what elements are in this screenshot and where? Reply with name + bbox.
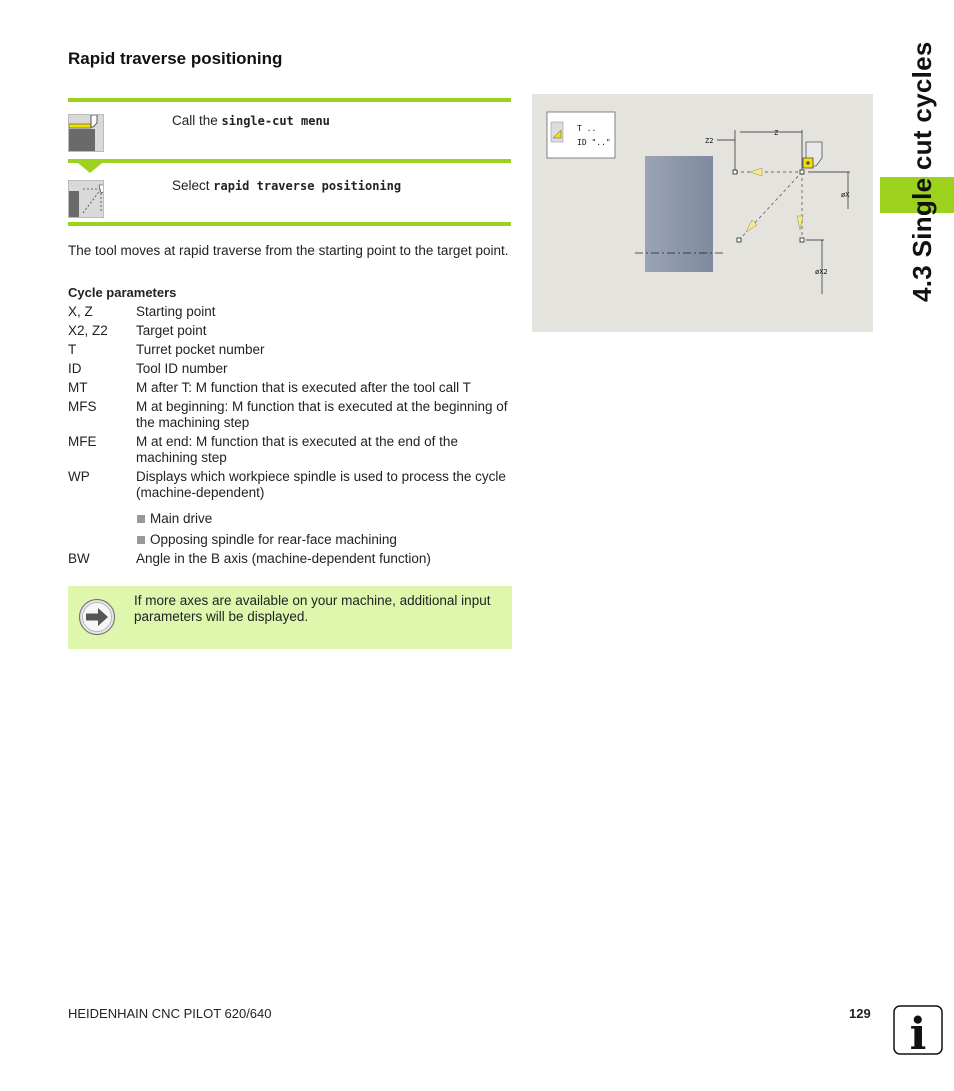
side-tab <box>882 40 954 320</box>
z-label: Z <box>774 129 779 137</box>
x-label: øX <box>841 191 850 199</box>
list-item: Opposing spindle for rear-face machining <box>136 532 513 548</box>
x2-label: øX2 <box>815 268 828 276</box>
tool-icon <box>803 142 822 168</box>
param-row: BW Angle in the B axis (machine-dependent function) <box>68 551 431 566</box>
rapid-traverse-icon[interactable] <box>68 180 104 218</box>
cycle-diagram <box>532 94 873 332</box>
rapid-traverse-code: rapid traverse positioning <box>213 179 402 193</box>
id-label: ID ".." <box>577 138 611 147</box>
section-title: Rapid traverse positioning <box>68 49 283 68</box>
workpiece <box>645 156 713 272</box>
t-label: T .. <box>577 124 597 133</box>
param-row: T Turret pocket number <box>68 342 265 357</box>
step-divider-top <box>68 98 511 102</box>
footer-product: HEIDENHAIN CNC PILOT 620/640 <box>68 1006 272 1021</box>
side-tab-title: 4.3 Single cut cycles <box>907 41 937 302</box>
step-divider-middle <box>68 159 511 163</box>
z2-label: Z2 <box>705 137 714 145</box>
step-2-text: Select rapid traverse positioning <box>172 178 402 193</box>
param-row: WP Displays which workpiece spindle is used to process the cycle (machine-dependent) <box>68 469 506 500</box>
param-row: MFS M at beginning: M function that is executed at the beginning of the machining step <box>68 399 508 430</box>
page-number: 129 <box>849 1006 871 1021</box>
bullet-square-icon <box>137 536 145 544</box>
param-row: MFE M at end: M function that is executed at the end of the machining step <box>68 434 458 465</box>
step-1-text: Call the single-cut menu <box>172 113 330 128</box>
parameter-list <box>68 304 513 570</box>
param-row: X2, Z2 Target point <box>68 323 207 338</box>
arrow-right-icon <box>78 598 116 636</box>
note-text: If more axes are available on your machine, additional input parameters will be displayed. <box>134 593 491 624</box>
arrow-down-icon <box>78 163 102 173</box>
single-cut-menu-icon[interactable] <box>68 114 104 152</box>
list-item: Main drive <box>136 511 513 527</box>
single-cut-menu-code: single-cut menu <box>221 114 330 128</box>
note-box <box>68 586 512 649</box>
parameters-heading: Cycle parameters <box>68 285 177 300</box>
param-row: MT M after T: M function that is executed after the tool call T <box>68 380 471 395</box>
bullet-square-icon <box>137 515 145 523</box>
step-divider-bottom <box>68 222 511 226</box>
description: The tool moves at rapid traverse from the starting point to the target point. <box>68 243 509 258</box>
param-row: X, Z Starting point <box>68 304 216 319</box>
info-letter: i <box>909 1009 927 1055</box>
info-icon <box>893 1005 943 1055</box>
param-row: ID Tool ID number <box>68 361 228 376</box>
